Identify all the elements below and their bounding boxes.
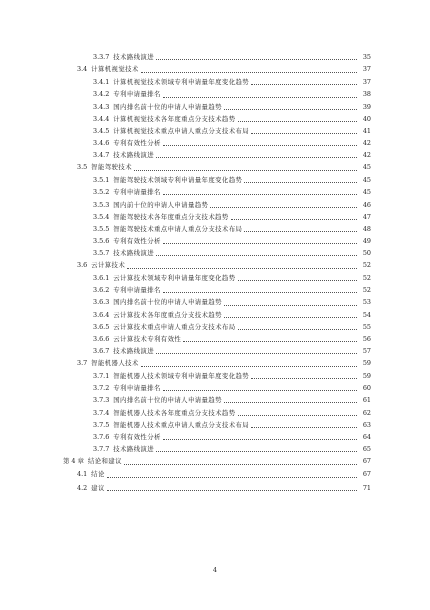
toc-entry[interactable]	[0, 149, 430, 161]
toc-entry-title: 专利有效性分析	[113, 432, 161, 441]
toc-dot-leader	[224, 316, 357, 318]
toc-entry-page: 59	[362, 372, 371, 381]
toc-entry-page: 67	[362, 456, 371, 465]
toc-entry-title: 智能驾驶技术	[91, 163, 132, 172]
toc-dot-leader	[224, 304, 357, 306]
toc-entry[interactable]	[0, 455, 430, 468]
toc-entry[interactable]	[0, 211, 430, 223]
toc-entry-page: 48	[362, 224, 371, 233]
toc-entry[interactable]	[0, 468, 430, 481]
toc-entry-page: 52	[362, 274, 371, 283]
toc-dot-leader	[107, 489, 357, 491]
toc-entry-page: 47	[362, 212, 371, 221]
toc-entry-title: 国内排名前十位的申请人申请量趋势	[113, 102, 222, 111]
toc-dot-leader	[163, 291, 357, 293]
toc-entry-title: 云计算技术各年度重点分支技术趋势	[113, 310, 222, 319]
toc-entry-number: 3.5.1	[93, 176, 110, 185]
toc-entry-title: 国内前十位的申请人申请量趋势	[113, 200, 209, 209]
toc-dot-leader	[251, 377, 357, 379]
toc-entry-title: 智能驾驶技术各年度重点分支技术趋势	[113, 212, 229, 221]
toc-entry[interactable]	[0, 137, 430, 149]
toc-entry-title: 智能机器人技术	[91, 358, 139, 367]
toc-entry-title: 智能驾驶技术领域专利申请量年度变化趋势	[113, 176, 243, 185]
toc-entry-title: 国内排名前十位的申请人申请量趋势	[113, 396, 222, 405]
toc-entry[interactable]	[0, 174, 430, 186]
toc-entry-page: 59	[362, 358, 371, 367]
page-number: 4	[212, 566, 218, 574]
toc-dot-leader	[163, 438, 357, 440]
toc-dot-leader	[163, 389, 357, 391]
toc-entry-title: 专利有效性分析	[113, 138, 161, 147]
toc-entry-number: 3.4.4	[93, 114, 110, 123]
toc-entry[interactable]	[0, 370, 430, 382]
toc-dot-leader	[251, 426, 357, 428]
toc-entry[interactable]	[0, 431, 430, 443]
toc-entry-page: 64	[362, 432, 371, 441]
toc-entry-number: 3.6.2	[93, 286, 110, 295]
toc-entry-page: 67	[362, 470, 371, 479]
toc-entry-number: 4.1	[77, 470, 88, 479]
toc-entry-title: 结论	[91, 470, 105, 479]
toc-dot-leader	[107, 476, 357, 478]
toc-entry-page: 52	[362, 261, 371, 269]
toc-entry-number: 3.6.6	[93, 334, 110, 343]
toc-entry[interactable]	[0, 125, 430, 137]
toc-entry-title: 专利申请量排名	[113, 90, 161, 99]
toc-entry-number: 3.4.7	[93, 150, 110, 159]
toc-entry[interactable]	[0, 394, 430, 406]
toc-dot-leader	[156, 450, 357, 452]
toc-entry-page: 71	[362, 483, 371, 492]
toc-entry-page: 41	[362, 126, 371, 135]
toc-entry-number: 3.4.1	[93, 78, 110, 87]
toc-dot-leader	[156, 156, 357, 158]
toc-dot-leader	[210, 206, 357, 208]
toc-entry-number: 3.5.5	[93, 224, 110, 233]
toc-entry-title: 专利有效性分析	[113, 236, 161, 245]
toc-dot-leader	[224, 401, 357, 403]
toc-dot-leader	[163, 242, 357, 244]
toc-entry-page: 38	[362, 90, 371, 99]
toc-entry-page: 46	[362, 200, 371, 209]
toc-entry-number: 3.6.3	[93, 298, 110, 307]
toc-dot-leader	[163, 193, 357, 195]
toc-entry-title: 技术路线演进	[113, 53, 155, 61]
toc-entry-page: 35	[362, 53, 371, 61]
toc-entry-number: 3.6.5	[93, 322, 110, 331]
toc-dot-leader	[238, 414, 358, 416]
toc-entry-number: 3.5	[77, 163, 88, 172]
toc-entry[interactable]	[0, 247, 430, 259]
toc-dot-leader	[134, 169, 357, 171]
toc-entry-number: 3.6	[77, 261, 88, 269]
toc-entry[interactable]	[0, 161, 430, 174]
toc-entry-title: 技术路线演进	[113, 346, 155, 355]
toc-entry-title: 技术路线演进	[113, 248, 155, 257]
toc-entry-page: 50	[362, 248, 371, 257]
toc-entry-page: 60	[362, 384, 371, 393]
toc-dot-leader	[141, 365, 357, 367]
toc-dot-leader	[238, 328, 358, 330]
toc-entry-title: 计算机视觉技术领域专利申请量年度变化趋势	[113, 78, 250, 87]
toc-entry-title: 专利申请量排名	[113, 188, 161, 197]
toc-entry[interactable]	[0, 101, 430, 113]
toc-entry[interactable]	[0, 321, 430, 333]
toc-entry-title: 国内排名前十位的申请人申请量趋势	[113, 298, 222, 307]
toc-entry[interactable]	[0, 382, 430, 394]
toc-entry-title: 智能机器人技术各年度重点分支技术趋势	[113, 408, 236, 417]
toc-entry-number: 3.7.2	[93, 384, 110, 393]
toc-dot-leader	[141, 71, 357, 73]
toc-entry-number: 3.5.4	[93, 212, 110, 221]
toc-entry-number: 3.3.7	[93, 53, 110, 61]
toc-entry-page: 45	[362, 163, 371, 172]
toc-entry-number: 3.7	[77, 358, 88, 367]
toc-dot-leader	[124, 463, 357, 465]
toc-entry-page: 49	[362, 236, 371, 245]
toc-entry[interactable]	[0, 63, 430, 76]
toc-entry-page: 62	[362, 408, 371, 417]
toc-entry-title: 智能机器人技术重点申请人重点分支技术布局	[113, 420, 250, 429]
toc-entry-title: 计算机视觉技术重点申请人重点分支技术布局	[113, 126, 250, 135]
toc-entry-number: 3.6.1	[93, 274, 110, 283]
toc-entry-page: 65	[362, 444, 371, 453]
toc-entry-title: 结论和建议	[87, 456, 122, 465]
toc-entry[interactable]	[0, 357, 430, 370]
toc-entry-number: 3.4	[77, 65, 88, 74]
toc-entry-title: 云计算技术重点申请人重点分支技术布局	[113, 322, 236, 331]
toc-entry[interactable]	[0, 272, 430, 284]
toc-entry-number: 3.6.7	[93, 346, 110, 355]
toc-entry-page: 42	[362, 150, 371, 159]
toc-entry-number: 3.7.6	[93, 432, 110, 441]
toc-entry-number: 3.5.2	[93, 188, 110, 197]
toc-entry-page: 42	[362, 138, 371, 147]
toc-entry[interactable]	[0, 186, 430, 198]
toc-entry[interactable]	[0, 333, 430, 345]
toc-dot-leader	[163, 144, 357, 146]
toc-entry[interactable]	[0, 51, 430, 63]
toc-entry[interactable]	[0, 419, 430, 431]
toc-entry-title: 智能驾驶技术重点申请人重点分支技术布局	[113, 224, 243, 233]
toc-entry-number: 3.4.5	[93, 126, 110, 135]
toc-entry-number: 3.5.6	[93, 236, 110, 245]
toc-entry-title: 计算机视觉技术各年度重点分支技术趋势	[113, 114, 236, 123]
toc-entry-number: 3.7.3	[93, 396, 110, 405]
toc-entry-title: 建议	[91, 483, 105, 492]
toc-entry[interactable]	[0, 443, 430, 455]
toc-entry-number: 3.5.7	[93, 248, 110, 257]
toc-entry-page: 37	[362, 65, 371, 74]
toc-entry-title: 云计算技术专利有效性	[113, 334, 182, 343]
toc-entry-title: 云计算技术领域专利申请量年度变化趋势	[113, 274, 236, 283]
toc-entry-number: 3.7.4	[93, 408, 110, 417]
toc-entry-page: 39	[362, 102, 371, 111]
toc-entry[interactable]	[0, 113, 430, 125]
toc-entry[interactable]	[0, 482, 430, 495]
toc-dot-leader	[231, 218, 357, 220]
toc-entry[interactable]	[0, 76, 430, 88]
toc-dot-leader	[238, 120, 358, 122]
toc-dot-leader	[238, 279, 358, 281]
toc-entry-page: 40	[362, 114, 371, 123]
toc-entry-page: 45	[362, 188, 371, 197]
toc-entry-page: 37	[362, 78, 371, 87]
toc-entry-page: 63	[362, 420, 371, 429]
toc-entry[interactable]	[0, 345, 430, 357]
toc-entry-number: 3.4.6	[93, 138, 110, 147]
toc-entry-page: 54	[362, 310, 371, 319]
toc-entry-number: 3.6.4	[93, 310, 110, 319]
toc-entry[interactable]	[0, 309, 430, 321]
toc-entry-page: 45	[362, 176, 371, 185]
toc-entry-number: 4.2	[77, 483, 88, 492]
toc-entry-number: 3.7.1	[93, 372, 110, 381]
table-of-contents	[0, 51, 430, 495]
toc-entry[interactable]	[0, 407, 430, 419]
toc-entry[interactable]	[0, 284, 430, 296]
toc-entry[interactable]	[0, 296, 430, 308]
toc-dot-leader	[224, 108, 357, 110]
toc-entry-number: 3.5.3	[93, 200, 110, 209]
toc-dot-leader	[244, 181, 357, 183]
toc-entry-page: 52	[362, 286, 371, 295]
toc-entry-title: 智能机器人技术领域专利申请量年度变化趋势	[113, 372, 250, 381]
toc-entry-number: 3.7.7	[93, 444, 110, 453]
toc-dot-leader	[251, 83, 357, 85]
toc-dot-leader	[183, 340, 357, 342]
toc-dot-leader	[127, 267, 357, 269]
toc-entry-number: 3.7.5	[93, 420, 110, 429]
toc-entry-page: 55	[362, 322, 371, 331]
toc-entry-page: 61	[362, 396, 371, 405]
toc-entry-title: 专利申请量排名	[113, 286, 161, 295]
toc-entry-page: 53	[362, 298, 371, 307]
toc-entry-title: 计算机视觉技术	[91, 65, 139, 74]
toc-entry[interactable]	[0, 199, 430, 211]
toc-entry-title: 专利申请量排名	[113, 384, 161, 393]
toc-entry[interactable]	[0, 259, 430, 272]
toc-entry-number: 3.4.3	[93, 102, 110, 111]
toc-dot-leader	[156, 58, 357, 60]
toc-entry-page: 57	[362, 346, 371, 355]
toc-entry[interactable]	[0, 235, 430, 247]
toc-dot-leader	[156, 254, 357, 256]
toc-entry-title: 技术路线演进	[113, 150, 155, 159]
toc-entry-number: 第 4 章	[63, 456, 84, 465]
toc-dot-leader	[251, 132, 357, 134]
toc-dot-leader	[156, 352, 357, 354]
toc-entry-number: 3.4.2	[93, 90, 110, 99]
toc-entry-title: 技术路线演进	[113, 444, 155, 453]
toc-dot-leader	[163, 96, 357, 98]
toc-entry[interactable]	[0, 88, 430, 100]
toc-entry[interactable]	[0, 223, 430, 235]
toc-dot-leader	[244, 230, 357, 232]
toc-entry-page: 56	[362, 334, 371, 343]
toc-entry-title: 云计算技术	[91, 261, 126, 269]
